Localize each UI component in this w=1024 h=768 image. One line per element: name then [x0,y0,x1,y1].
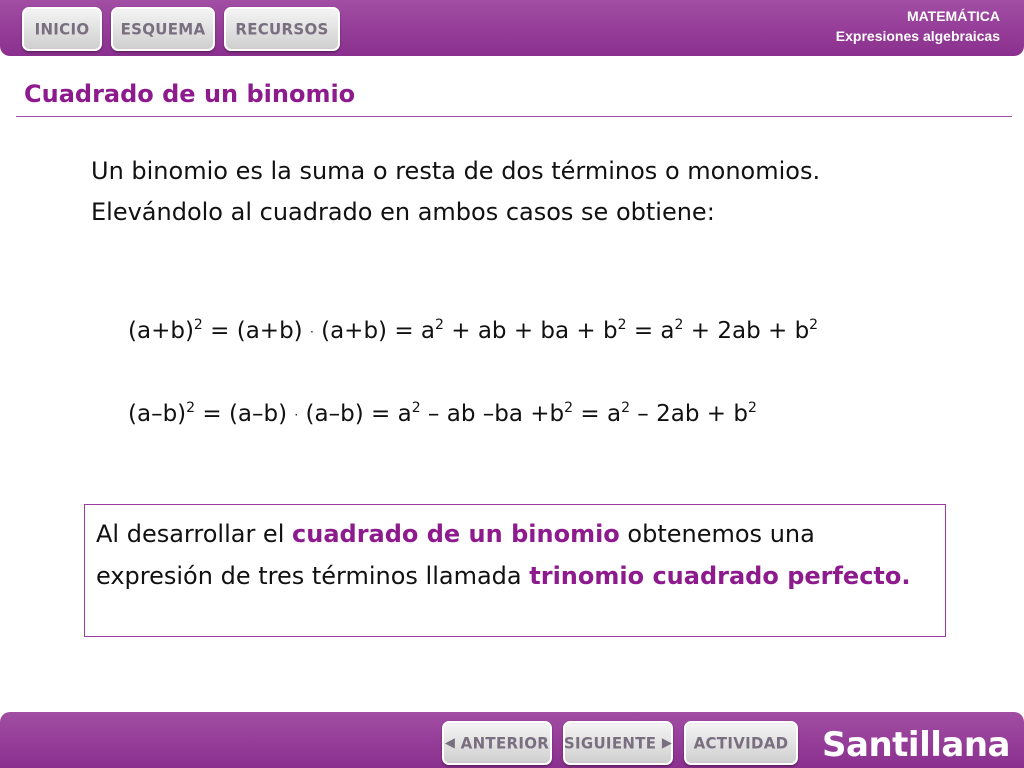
esquema-label: ESQUEMA [120,19,206,39]
highlight-term: trinomio cuadrado perfecto. [529,562,911,590]
actividad-button[interactable] [684,721,798,765]
inicio-button[interactable] [22,7,102,51]
formula-sum-part: = a [626,318,675,344]
formula-sum [128,318,818,344]
formula-diff-part: (a–b) = a [298,401,412,427]
anterior-button[interactable] [442,721,552,765]
definition-part: obtenemos una expresión de tres términos llamada [96,520,815,590]
formula-diff-part: – 2ab + b [629,401,748,427]
multiply-dot: · [294,408,299,422]
formula-diff-part: = a [573,401,622,427]
exponent: 2 [617,317,627,333]
santillana-logo: Santillana [822,725,1010,765]
multiply-dot: · [309,325,314,339]
topic-name: Expresiones algebraicas [835,28,1000,44]
formula-difference [128,401,757,427]
bottom-bar [0,712,1024,768]
arrow-right-icon: ▶ [661,735,673,751]
formula-sum-part: (a+b) = a [313,318,436,344]
definition-box [84,504,946,637]
formula-diff-part: = (a–b) [195,401,295,427]
exponent: 2 [193,317,203,333]
actividad-label: ACTIVIDAD [693,733,789,753]
subject-heading [836,6,1000,46]
formula-diff-lhs: (a–b) [128,401,187,427]
formula-diff-part: – ab –ba +b [420,401,565,427]
formula-sum-part: = (a+b) [202,318,310,344]
exponent: 2 [564,400,574,416]
top-bar [0,0,1024,56]
exponent: 2 [186,400,196,416]
siguiente-button[interactable] [563,721,673,765]
exponent: 2 [435,317,444,333]
exponent: 2 [674,317,684,333]
page-title: Cuadrado de un binomio [24,80,356,108]
definition-part: Al desarrollar el [96,520,292,548]
formula-sum-part: + ab + ba + b [443,318,618,344]
inicio-label: INICIO [34,19,90,39]
highlight-term: cuadrado de un binomio [292,520,620,548]
anterior-label: ANTERIOR [460,733,550,753]
formula-sum-part: + 2ab + b [683,318,810,344]
exponent: 2 [411,400,421,416]
recursos-button[interactable] [224,7,340,51]
intro-paragraph: Un binomio es la suma o resta de dos términos o monomios. Elevándolo al cuadrado en ambos casos se obtiene: [91,157,821,226]
formula-sum-lhs: (a+b) [128,318,194,344]
exponent: 2 [621,400,630,416]
exponent: 2 [747,400,757,416]
recursos-label: RECURSOS [235,19,329,39]
definition-text [96,513,936,597]
arrow-left-icon: ◀ [444,735,456,751]
esquema-button[interactable] [111,7,215,51]
subject-name: MATEMÁTICA [906,8,1000,24]
siguiente-label: SIGUIENTE [563,733,657,753]
exponent: 2 [809,317,819,333]
title-divider [16,116,1012,117]
